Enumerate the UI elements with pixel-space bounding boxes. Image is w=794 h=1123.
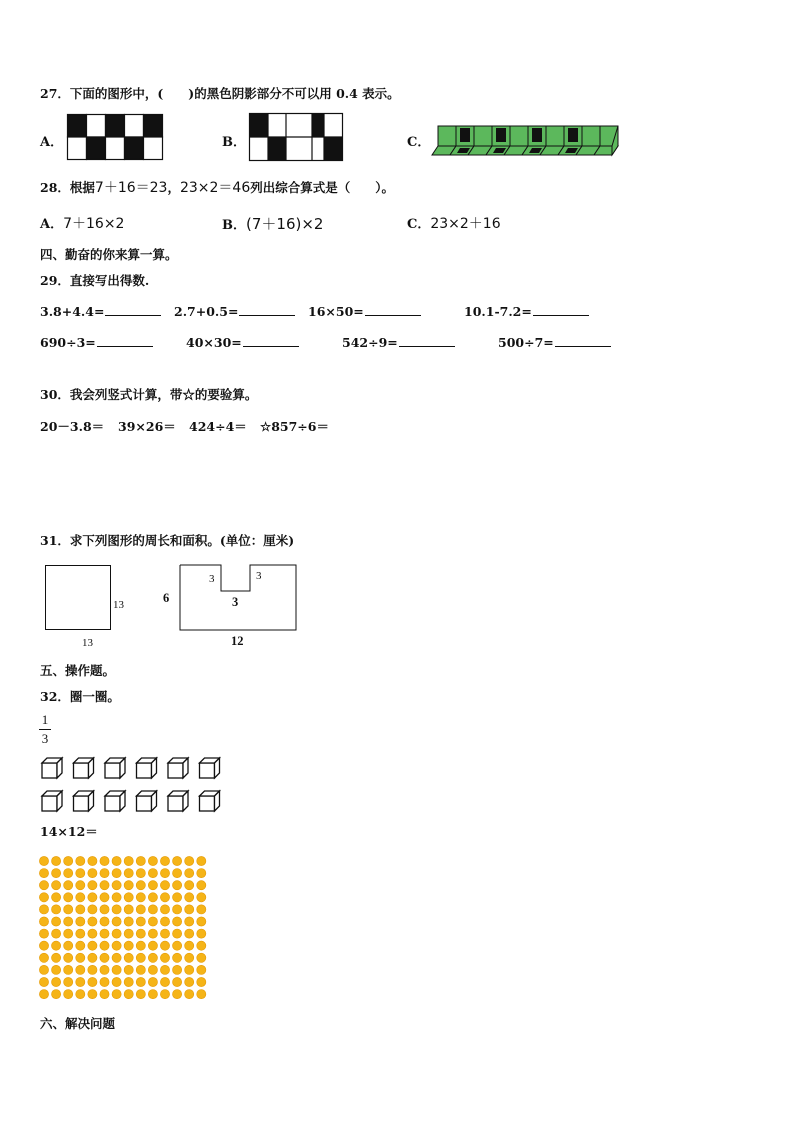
q29-item: 500÷7= [498, 334, 611, 350]
dot [112, 893, 121, 902]
dot [173, 941, 182, 950]
q28-text: 28．根据7＋16＝23，23×2＝46列出综合算式是（ ）。 [40, 180, 395, 196]
dot [52, 965, 61, 974]
grid-cell [68, 115, 87, 138]
dot [185, 990, 194, 999]
dot [136, 977, 145, 986]
dot [112, 856, 121, 865]
dot [124, 917, 133, 926]
dot [136, 905, 145, 914]
dot [64, 869, 73, 878]
dot [148, 953, 157, 962]
dot [148, 869, 157, 878]
dot [88, 977, 97, 986]
q31-title: 31．求下列图形的周长和面积。(单位：厘米) [40, 533, 295, 548]
dot [160, 856, 169, 865]
dot [52, 917, 61, 926]
grid-cell [125, 115, 144, 138]
dot [124, 965, 133, 974]
q27-figure-c [435, 123, 623, 155]
dot [100, 917, 109, 926]
dot [64, 977, 73, 986]
cube-front-face [546, 126, 564, 146]
cube-icon [105, 758, 125, 778]
dot [100, 953, 109, 962]
fraction-bar [39, 729, 51, 730]
cube-front-face [474, 126, 492, 146]
dot [88, 929, 97, 938]
dot [39, 929, 48, 938]
dot [88, 905, 97, 914]
dot [197, 941, 206, 950]
dot [148, 856, 157, 865]
dot [185, 881, 194, 890]
q32-dot-array [38, 855, 210, 1003]
dot [76, 977, 85, 986]
grid-cell [144, 115, 163, 138]
dot [100, 869, 109, 878]
dot [100, 965, 109, 974]
q29-item: 16×50= [308, 303, 421, 319]
dot [76, 905, 85, 914]
dot [39, 941, 48, 950]
cube-icon [105, 791, 125, 811]
dot [76, 881, 85, 890]
dot [185, 869, 194, 878]
dot [124, 881, 133, 890]
cube-icon [74, 791, 94, 811]
fraction-denominator: 3 [41, 731, 49, 746]
cube-icon [137, 758, 157, 778]
dot [39, 977, 48, 986]
q32-fraction [39, 712, 51, 747]
dot [148, 965, 157, 974]
q29-title: 29．直接写出得数. [40, 273, 150, 288]
dot [160, 953, 169, 962]
dot [185, 929, 194, 938]
dot [160, 869, 169, 878]
dot [197, 965, 206, 974]
grid-cell [87, 115, 106, 138]
q32-expression: 14×12＝ [40, 824, 98, 839]
cube-icon [42, 758, 62, 778]
dot [52, 953, 61, 962]
dot [100, 941, 109, 950]
dot [148, 881, 157, 890]
cube-icon [42, 791, 62, 811]
dot [52, 856, 61, 865]
q29-item: 10.1-7.2= [464, 303, 589, 319]
dot [124, 941, 133, 950]
q32-cubes [40, 756, 230, 814]
dot [160, 893, 169, 902]
dot [148, 893, 157, 902]
dot [64, 881, 73, 890]
cube-icon [168, 758, 188, 778]
dot [136, 953, 145, 962]
dot [185, 893, 194, 902]
dot [173, 929, 182, 938]
dot [88, 941, 97, 950]
dot [88, 856, 97, 865]
dot [64, 953, 73, 962]
dot [185, 905, 194, 914]
dot [136, 856, 145, 865]
dot [88, 893, 97, 902]
q31-shape-notch-bottom-label: 3 [232, 595, 239, 609]
grid-cell [106, 115, 125, 138]
dot [148, 905, 157, 914]
dot [88, 881, 97, 890]
dot [124, 953, 133, 962]
dot [124, 905, 133, 914]
q31-square-bottom-label: 13 [82, 637, 93, 649]
dot [185, 965, 194, 974]
section-5-heading: 五、操作题。 [40, 663, 116, 678]
dot [185, 977, 194, 986]
dot [173, 881, 182, 890]
grid-cell [87, 137, 106, 160]
dot [76, 929, 85, 938]
dot [173, 977, 182, 986]
q29-item: 690÷3= [40, 334, 153, 350]
q31-square [45, 565, 111, 630]
dot [76, 869, 85, 878]
dot [148, 977, 157, 986]
dot [76, 941, 85, 950]
dot [76, 953, 85, 962]
dot [124, 929, 133, 938]
grid-cell [125, 137, 144, 160]
section-6-heading: 六、解决问题 [40, 1016, 116, 1031]
grid-cell [144, 137, 163, 160]
dot [148, 990, 157, 999]
q29-item: 542÷9= [342, 334, 455, 350]
q30-item: 20－3.8＝ [40, 419, 105, 434]
cube-icon [168, 791, 188, 811]
q30-item: 39×26＝ [118, 419, 176, 434]
dot [100, 990, 109, 999]
dot [88, 990, 97, 999]
q30-title: 30．我会列竖式计算，带☆的要验算。 [40, 387, 258, 402]
q28-option-b: B．(7＋16)×2 [222, 215, 324, 233]
dot [112, 881, 121, 890]
dot [39, 869, 48, 878]
q29-item: 3.8+4.4= [40, 303, 161, 319]
dot [76, 917, 85, 926]
dot [64, 929, 73, 938]
dot [173, 917, 182, 926]
dot [100, 929, 109, 938]
cube-icon [200, 758, 220, 778]
dot [112, 977, 121, 986]
dot [148, 917, 157, 926]
dot [197, 953, 206, 962]
dot [197, 917, 206, 926]
dot [185, 917, 194, 926]
q27-figure-a [67, 114, 163, 160]
dot [39, 917, 48, 926]
dot [64, 990, 73, 999]
dot [39, 953, 48, 962]
dot [124, 869, 133, 878]
dot [39, 990, 48, 999]
dot [160, 929, 169, 938]
dot [173, 953, 182, 962]
dot [185, 953, 194, 962]
q29-item: 2.7+0.5= [174, 303, 295, 319]
dot [52, 941, 61, 950]
dot [173, 869, 182, 878]
q31-shape-bottom-label: 12 [231, 634, 244, 648]
dot [197, 869, 206, 878]
grid-cell [68, 137, 87, 160]
dot [76, 893, 85, 902]
dot [173, 965, 182, 974]
dot [160, 905, 169, 914]
dot [197, 893, 206, 902]
dot [173, 893, 182, 902]
q31-shape-left-label: 6 [163, 591, 170, 605]
dot [52, 977, 61, 986]
dot [112, 941, 121, 950]
cube-shaded-square [460, 128, 470, 142]
dot [124, 893, 133, 902]
q31-square-side-label: 13 [113, 599, 124, 611]
q27-figure-b [249, 113, 343, 161]
dot [76, 990, 85, 999]
q27-option-c-label: C． [407, 135, 431, 150]
q27-option-b-label: B． [222, 135, 246, 150]
q28-option-c: C．23×2＋16 [407, 216, 501, 232]
dot [185, 856, 194, 865]
dot [197, 977, 206, 986]
dot [136, 893, 145, 902]
dot [112, 929, 121, 938]
cube-front-face [510, 126, 528, 146]
dot [100, 977, 109, 986]
dot [52, 929, 61, 938]
dot [100, 881, 109, 890]
fraction-numerator: 1 [41, 712, 49, 727]
cube-front-face [438, 126, 456, 146]
q29-item: 40×30= [186, 334, 299, 350]
dot [64, 893, 73, 902]
dot [100, 893, 109, 902]
dot [136, 941, 145, 950]
q30-item: 424÷4＝ [189, 419, 247, 434]
dot [64, 905, 73, 914]
dot [136, 965, 145, 974]
dot [76, 856, 85, 865]
grid-cell [106, 137, 125, 160]
dot [39, 856, 48, 865]
dot [88, 965, 97, 974]
dot [173, 990, 182, 999]
dot [52, 893, 61, 902]
cube-icon [200, 791, 220, 811]
dot [148, 941, 157, 950]
dot [100, 856, 109, 865]
dot [64, 965, 73, 974]
dot [52, 869, 61, 878]
dot [197, 929, 206, 938]
q27-text: 27．下面的图形中，( )的黑色阴影部分不可以用 0.4 表示。 [40, 86, 400, 101]
dot [197, 881, 206, 890]
dot [88, 953, 97, 962]
dot [197, 905, 206, 914]
dot [76, 965, 85, 974]
dot [64, 917, 73, 926]
dot [52, 990, 61, 999]
dot [160, 990, 169, 999]
q27-option-a-label: A． [40, 135, 64, 150]
cube-shaded-square [532, 128, 542, 142]
cube-icon [74, 758, 94, 778]
dot [160, 977, 169, 986]
dot [197, 856, 206, 865]
dot [124, 977, 133, 986]
dot [124, 990, 133, 999]
dot [112, 905, 121, 914]
dot [88, 869, 97, 878]
q28-option-a: A．7＋16×2 [40, 216, 125, 232]
cube-front-face [582, 126, 600, 146]
dot [136, 929, 145, 938]
dot [112, 917, 121, 926]
dot [173, 856, 182, 865]
dot [112, 965, 121, 974]
dot [185, 941, 194, 950]
q30-item: ☆857÷6＝ [260, 419, 329, 434]
dot [112, 869, 121, 878]
dot [39, 881, 48, 890]
dot [39, 905, 48, 914]
cube-shaded-square [496, 128, 506, 142]
dot [136, 881, 145, 890]
dot [136, 869, 145, 878]
dot [160, 881, 169, 890]
dot [112, 953, 121, 962]
q31-shape-notch-left-label: 3 [209, 573, 215, 585]
dot [173, 905, 182, 914]
dot [148, 929, 157, 938]
dot [136, 990, 145, 999]
dot [160, 965, 169, 974]
dot [64, 941, 73, 950]
cube-shaded-square [568, 128, 578, 142]
cube-icon [137, 791, 157, 811]
dot [39, 893, 48, 902]
dot [197, 990, 206, 999]
q31-shape-notch-right-label: 3 [256, 570, 262, 582]
dot [64, 856, 73, 865]
dot [160, 917, 169, 926]
dot [39, 965, 48, 974]
dot [160, 941, 169, 950]
dot [52, 881, 61, 890]
dot [100, 905, 109, 914]
dot [112, 990, 121, 999]
q32-title: 32．圈一圈。 [40, 689, 120, 704]
section-4-heading: 四、勤奋的你来算一算。 [40, 247, 178, 262]
dot [124, 856, 133, 865]
dot [136, 917, 145, 926]
dot [52, 905, 61, 914]
dot [88, 917, 97, 926]
